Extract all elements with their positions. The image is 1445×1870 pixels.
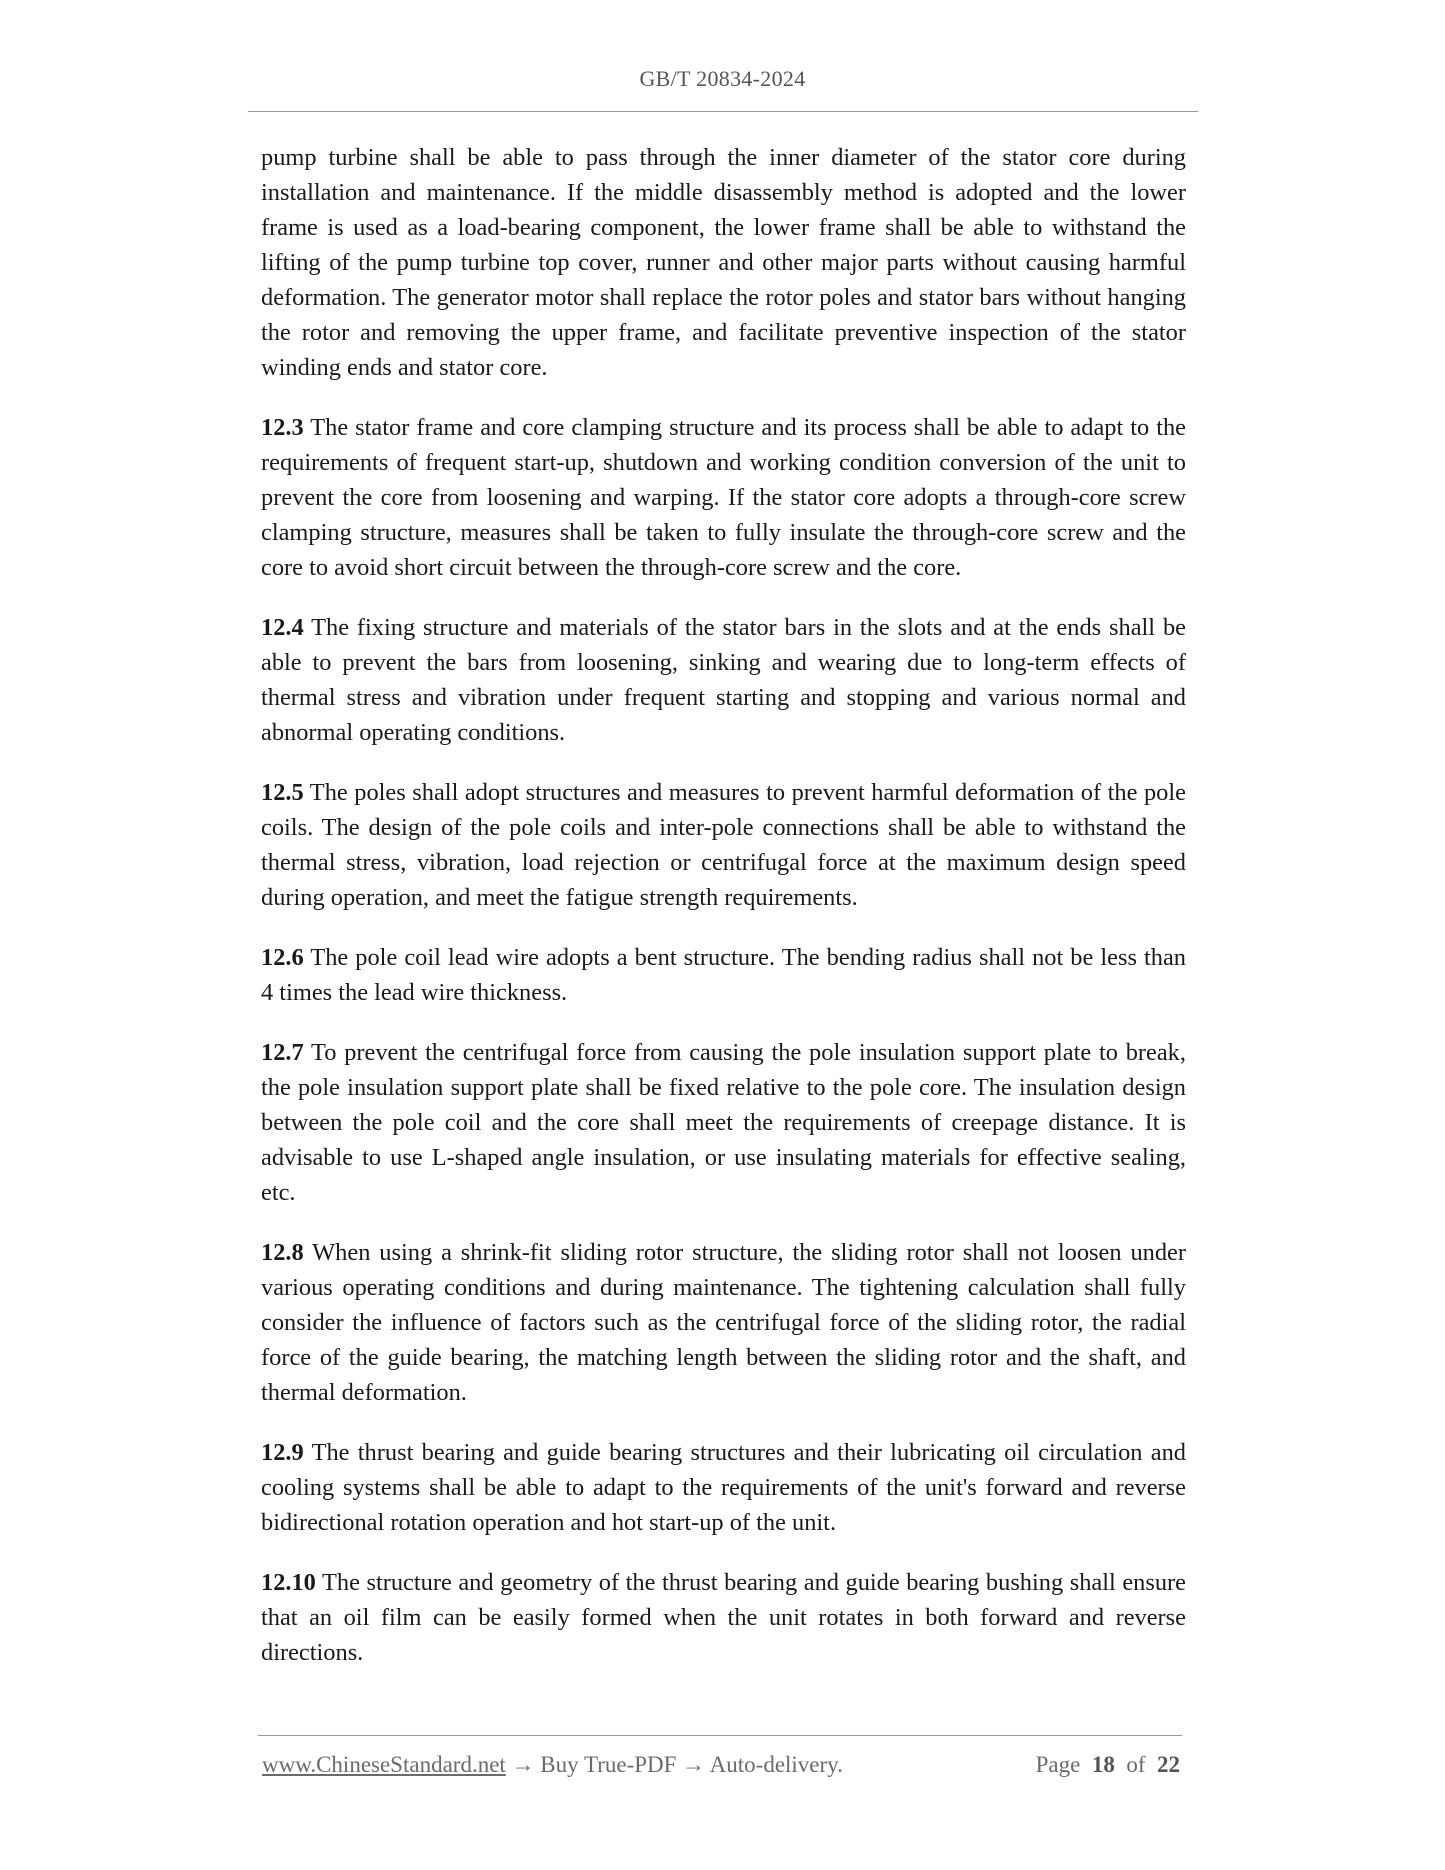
clause-number: 12.7 — [261, 1039, 304, 1066]
clause-text: The pole coil lead wire adopts a bent structure. The bending radius shall not be less than 4 times the lead wire thickness. — [261, 944, 1186, 1006]
intro-paragraph: pump turbine shall be able to pass through the inner diameter of the stator core during installation and maintenance. If the middle disassembly method is adopted and the lower frame is used as a load-bearing component, the lower frame shall be able to withstand the lifting of the pump turbine top cover, runner and other major parts without causing harmful deformation. The generator motor shall replace the rotor poles and stator bars without hanging the rotor and removing the upper frame, and facilitate preventive inspection of the stator winding ends and stator core. — [261, 144, 1186, 381]
clause-12-6 — [261, 940, 1186, 1010]
clause-number: 12.10 — [261, 1569, 316, 1596]
footer-promo-text: → Buy True-PDF → Auto-delivery. — [505, 1752, 843, 1777]
clause-text: When using a shrink-fit sliding rotor structure, the sliding rotor shall not loosen under various operating conditions and during maintenance. The tightening calculation shall fully consider the influence of factors such as the centrifugal force of the sliding rotor, the radial force of the guide bearing, the matching length between the sliding rotor and the shaft, and thermal deformation. — [261, 1239, 1186, 1406]
clause-12-4 — [261, 610, 1186, 750]
footer-promo — [262, 1752, 843, 1778]
clause-text: The poles shall adopt structures and measures to prevent harmful deformation of the pole coils. The design of the pole coils and inter-pole connections shall be able to withstand the thermal stress, vibration, load rejection or centrifugal force at the maximum design speed during operation, and meet the fatigue strength requirements. — [261, 779, 1186, 911]
clause-12-5 — [261, 775, 1186, 915]
clause-12-8 — [261, 1235, 1186, 1410]
current-page-number: 18 — [1091, 1752, 1115, 1777]
page-counter — [1036, 1752, 1180, 1778]
clause-number: 12.3 — [261, 414, 304, 441]
clause-number: 12.8 — [261, 1239, 304, 1266]
clause-number: 12.4 — [261, 614, 304, 641]
clause-text: The stator frame and core clamping structure and its process shall be able to adapt to the requirements of frequent start-up, shutdown and working condition conversion of the unit to prevent the core from loosening and warping. If the stator core adopts a through-core screw clamping structure, measures shall be taken to fully insulate the through-core screw and the core to avoid short circuit between the through-core screw and the core. — [261, 414, 1186, 581]
page-label: Page — [1035, 1752, 1081, 1777]
clause-text: The fixing structure and materials of the stator bars in the slots and at the ends shall be able to prevent the bars from loosening, sinking and wearing due to long-term effects of thermal stress and vibration under frequent starting and stopping and various normal and abnormal operating conditions. — [261, 614, 1186, 746]
clause-12-7 — [261, 1035, 1186, 1210]
clause-number: 12.6 — [261, 944, 304, 971]
clause-12-9 — [261, 1435, 1186, 1540]
clause-number: 12.9 — [261, 1439, 304, 1466]
clause-text: To prevent the centrifugal force from causing the pole insulation support plate to break, the pole insulation support plate shall be fixed relative to the pole core. The insulation design between the pole coil and the core shall meet the requirements of creepage distance. It is advisable to use L-shaped angle insulation, or use insulating materials for effective sealing, etc. — [261, 1039, 1186, 1206]
clause-text: The structure and geometry of the thrust bearing and guide bearing bushing shall ensure that an oil film can be easily formed when the unit rotates in both forward and reverse directions. — [261, 1569, 1186, 1666]
clause-number: 12.5 — [261, 779, 304, 806]
document-body — [261, 140, 1186, 1695]
footer-divider — [258, 1735, 1182, 1736]
header-divider — [248, 111, 1198, 112]
clause-text: The thrust bearing and guide bearing structures and their lubricating oil circulation and cooling systems shall be able to adapt to the requirements of the unit's forward and reverse bidirectional rotation operation and hot start-up of the unit. — [261, 1439, 1186, 1536]
page-of-label: of — [1126, 1752, 1146, 1777]
clause-12-10 — [261, 1565, 1186, 1670]
document-code-header: GB/T 20834-2024 — [639, 66, 806, 91]
total-page-number: 22 — [1157, 1752, 1180, 1777]
website-link[interactable]: www.ChineseStandard.net — [262, 1752, 506, 1777]
clause-12-3 — [261, 410, 1186, 585]
